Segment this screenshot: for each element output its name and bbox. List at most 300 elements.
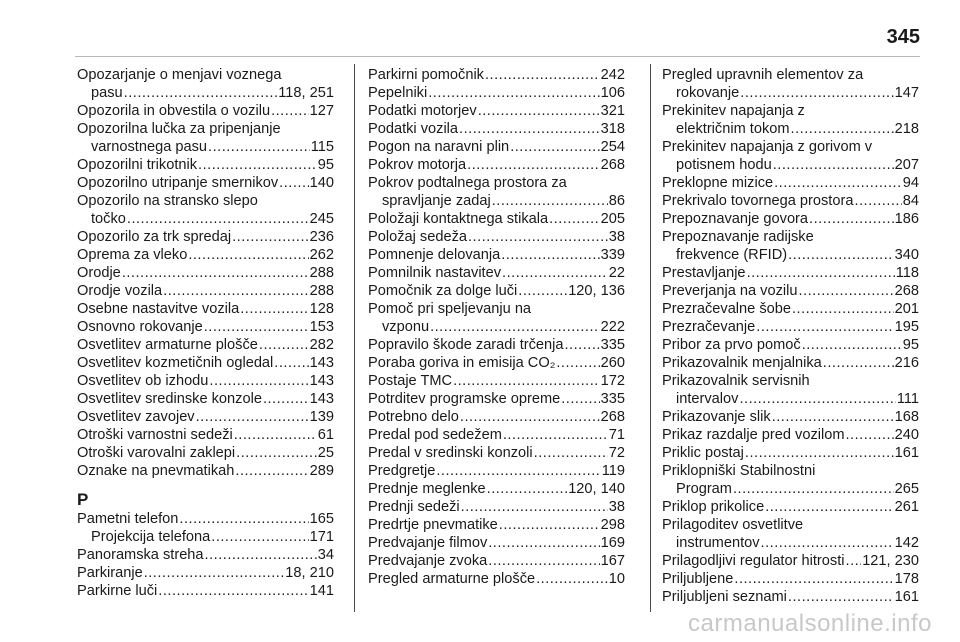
- index-entry-line: [368, 552, 625, 570]
- dot-leader: [765, 498, 893, 516]
- column-divider-1: [354, 64, 355, 612]
- index-entry-line: [662, 444, 919, 462]
- dot-leader: [460, 408, 600, 426]
- dot-leader: [846, 426, 894, 444]
- index-entry: [662, 426, 919, 444]
- index-term: Prednje meglenke: [368, 481, 486, 497]
- index-entry: [662, 516, 919, 552]
- page-reference[interactable]: 261: [894, 499, 919, 515]
- index-entry-line: [662, 426, 919, 444]
- index-entry: [368, 498, 625, 516]
- dot-leader: [740, 84, 893, 102]
- page-reference[interactable]: 22: [608, 265, 625, 281]
- page-reference[interactable]: 245: [309, 211, 334, 227]
- page-reference[interactable]: 120, 140: [568, 481, 625, 497]
- index-entry-line: [77, 372, 334, 390]
- index-entry-line: [368, 264, 625, 282]
- index-term: Osebne nastavitve vozila: [77, 301, 240, 317]
- index-entry: [662, 300, 919, 318]
- index-term: Pregled upravnih elementov za: [662, 67, 864, 83]
- page-reference[interactable]: 201: [894, 301, 919, 317]
- index-entry: [662, 210, 919, 228]
- index-term: Predal v sredinski konzoli: [368, 445, 533, 461]
- dot-leader: [163, 282, 308, 300]
- page-reference[interactable]: 335: [600, 391, 625, 407]
- index-entry: [368, 66, 625, 84]
- dot-leader: [739, 390, 895, 408]
- index-term: Prednji sedeži: [368, 499, 460, 515]
- index-entry-line: [77, 210, 334, 228]
- dot-leader: [179, 510, 308, 528]
- page-reference[interactable]: 34: [317, 547, 334, 563]
- index-term: pasu: [91, 85, 123, 101]
- dot-leader: [791, 120, 894, 138]
- page-reference[interactable]: 161: [894, 589, 919, 605]
- index-term: Prikazovalnik menjalnika: [662, 355, 822, 371]
- page-reference[interactable]: 168: [894, 409, 919, 425]
- page-reference[interactable]: 121, 230: [862, 553, 919, 569]
- page-reference[interactable]: 260: [600, 355, 625, 371]
- index-term: Prekrivalo tovornega prostora: [662, 193, 854, 209]
- page-reference[interactable]: 236: [309, 229, 334, 245]
- index-term: Osvetlitev sredinske konzole: [77, 391, 262, 407]
- index-entry-line: [77, 510, 334, 528]
- index-term: Potrebno delo: [368, 409, 459, 425]
- index-term: Priljubljene: [662, 571, 734, 587]
- index-entry: [77, 66, 334, 102]
- page-reference[interactable]: 268: [600, 409, 625, 425]
- index-term: Osvetlitev kozmetičnih ogledal: [77, 355, 274, 371]
- index-entry: [662, 336, 919, 354]
- page-reference[interactable]: 240: [894, 427, 919, 443]
- index-entry-line: [368, 444, 625, 462]
- index-term: Orodje vozila: [77, 283, 163, 299]
- page-reference[interactable]: 141: [309, 583, 334, 599]
- dot-leader: [756, 318, 893, 336]
- page-reference[interactable]: 118, 251: [278, 85, 334, 101]
- index-entry-line: [662, 480, 919, 498]
- page-reference[interactable]: 222: [600, 319, 625, 335]
- index-entry-line: [77, 528, 334, 546]
- index-entry: [77, 528, 334, 546]
- index-entry-line: [368, 372, 625, 390]
- index-entry-line: [662, 588, 919, 606]
- index-term: Prekinitev napajanja z gorivom v: [662, 139, 873, 155]
- index-term: Predrtje pnevmatike: [368, 517, 498, 533]
- index-term: Poraba goriva in emisija CO₂: [368, 355, 556, 371]
- index-term: Parkiranje: [77, 565, 143, 581]
- index-entry-line: [662, 372, 919, 390]
- dot-leader: [485, 66, 600, 84]
- index-entry: [662, 138, 919, 174]
- page-reference[interactable]: 254: [600, 139, 625, 155]
- index-entry-line: [77, 582, 334, 600]
- page-reference[interactable]: 340: [894, 247, 919, 263]
- index-entry-line: [662, 354, 919, 372]
- page-reference[interactable]: 38: [608, 499, 625, 515]
- index-term: točko: [91, 211, 126, 227]
- index-entry-line: [368, 570, 625, 588]
- page-reference[interactable]: 288: [309, 265, 334, 281]
- page-reference[interactable]: 262: [309, 247, 334, 263]
- index-entry-line: [662, 174, 919, 192]
- index-entry: [77, 336, 334, 354]
- page-reference[interactable]: 118: [895, 265, 919, 281]
- index-term: Prekinitev napajanja z: [662, 103, 805, 119]
- index-entry: [368, 408, 625, 426]
- index-entry: [77, 102, 334, 120]
- index-entry-line: [368, 210, 625, 228]
- page-reference[interactable]: 61: [317, 427, 334, 443]
- page-reference[interactable]: 172: [600, 373, 625, 389]
- index-entry-line: [77, 546, 334, 564]
- dot-leader: [565, 336, 600, 354]
- index-entry-line: [77, 336, 334, 354]
- index-entry-line: [368, 336, 625, 354]
- index-entry: [77, 510, 334, 528]
- index-entry-line: [662, 156, 919, 174]
- index-term: Projekcija telefona: [91, 529, 211, 545]
- page-reference[interactable]: 142: [894, 535, 919, 551]
- index-entry-line: [662, 318, 919, 336]
- page-reference[interactable]: 335: [600, 337, 625, 353]
- page-reference[interactable]: 143: [309, 391, 334, 407]
- index-entry-line: [77, 354, 334, 372]
- index-term: vzponu: [382, 319, 430, 335]
- index-term: Opozorilna lučka za pripenjanje: [77, 121, 281, 137]
- page-reference[interactable]: 195: [894, 319, 919, 335]
- index-term: Podatki motorjev: [368, 103, 477, 119]
- dot-leader: [487, 480, 568, 498]
- dot-leader: [127, 210, 309, 228]
- dot-leader: [798, 282, 893, 300]
- dot-leader: [158, 582, 308, 600]
- index-term: Pokrov motorja: [368, 157, 467, 173]
- index-term: Predvajanje filmov: [368, 535, 488, 551]
- index-entry: [662, 174, 919, 192]
- index-term: Položaj sedeža: [368, 229, 467, 245]
- index-entry: [368, 516, 625, 534]
- page-reference[interactable]: 120, 136: [568, 283, 625, 299]
- index-term: Pomoč pri speljevanju na: [368, 301, 532, 317]
- index-entry-line: [368, 120, 625, 138]
- dot-leader: [846, 552, 862, 570]
- page-reference[interactable]: 153: [309, 319, 334, 335]
- dot-leader: [144, 564, 285, 582]
- dot-leader: [271, 102, 309, 120]
- index-entry-line: [77, 102, 334, 120]
- dot-leader: [772, 408, 894, 426]
- index-entry-line: [77, 264, 334, 282]
- index-entry: [662, 354, 919, 372]
- dot-leader: [792, 300, 894, 318]
- dot-leader: [492, 192, 608, 210]
- index-entry-line: [368, 228, 625, 246]
- page-reference[interactable]: 147: [894, 85, 919, 101]
- index-entry: [77, 546, 334, 564]
- page-reference[interactable]: 339: [600, 247, 625, 263]
- index-entry: [662, 192, 919, 210]
- dot-leader: [211, 528, 308, 546]
- index-entry-line: [662, 264, 919, 282]
- index-entry: [662, 102, 919, 138]
- page-reference[interactable]: 205: [600, 211, 625, 227]
- page-reference[interactable]: 171: [309, 529, 334, 545]
- index-term: Opozorilo na stransko slepo: [77, 193, 258, 209]
- index-entry: [77, 372, 334, 390]
- index-entry-line: [368, 498, 625, 516]
- index-entry-line: [368, 246, 625, 264]
- index-term: Panoramska streha: [77, 547, 204, 563]
- index-term: Prezračevalne šobe: [662, 301, 791, 317]
- page-reference[interactable]: 72: [608, 445, 625, 461]
- page-reference[interactable]: 265: [894, 481, 919, 497]
- index-entry-line: [77, 426, 334, 444]
- index-term: Otroški varnostni sedeži: [77, 427, 233, 443]
- dot-leader: [122, 264, 309, 282]
- page-reference[interactable]: 268: [894, 283, 919, 299]
- index-term: Pomnilnik nastavitev: [368, 265, 502, 281]
- index-entry: [77, 282, 334, 300]
- index-entry: [662, 462, 919, 498]
- dot-leader: [501, 246, 599, 264]
- index-entry-line: [368, 390, 625, 408]
- index-term: Položaji kontaktnega stikala: [368, 211, 549, 227]
- page-reference[interactable]: 95: [902, 337, 919, 353]
- index-entry-line: [662, 552, 919, 570]
- index-entry-line: [368, 408, 625, 426]
- index-term: Opozorilo za trk spredaj: [77, 229, 232, 245]
- page-reference[interactable]: 143: [309, 373, 334, 389]
- index-term: Prepoznavanje radijske: [662, 229, 814, 245]
- page-reference[interactable]: 143: [309, 355, 334, 371]
- page-reference[interactable]: 268: [600, 157, 625, 173]
- dot-leader: [488, 534, 599, 552]
- dot-leader: [459, 120, 600, 138]
- index-entry-line: [368, 102, 625, 120]
- page-reference[interactable]: 242: [600, 67, 625, 83]
- page-reference[interactable]: 282: [309, 337, 334, 353]
- page-reference[interactable]: 321: [600, 103, 625, 119]
- index-term: potisnem hodu: [676, 157, 772, 173]
- dot-leader: [263, 390, 309, 408]
- dot-leader: [468, 228, 608, 246]
- index-entry-line: [662, 120, 919, 138]
- index-entry-line: [368, 84, 625, 102]
- index-entry-line: [662, 210, 919, 228]
- index-entry-line: [77, 84, 334, 102]
- index-term: Pepelniki: [368, 85, 428, 101]
- dot-leader: [499, 516, 600, 534]
- index-entry: [662, 372, 919, 408]
- page-reference[interactable]: 167: [600, 553, 625, 569]
- index-entry-line: [662, 390, 919, 408]
- index-entry-line: [662, 408, 919, 426]
- page-reference[interactable]: 127: [309, 103, 334, 119]
- dot-leader: [823, 354, 894, 372]
- page-reference[interactable]: 140: [309, 175, 334, 191]
- page-reference[interactable]: 25: [317, 445, 334, 461]
- index-term: Opozorilno utripanje smernikov: [77, 175, 279, 191]
- index-entry-line: [662, 66, 919, 84]
- index-term: rokovanje: [676, 85, 740, 101]
- index-entry-line: [662, 102, 919, 120]
- index-entry-line: [368, 282, 625, 300]
- index-term: Oznake na pnevmatikah: [77, 463, 235, 479]
- page-reference[interactable]: 207: [894, 157, 919, 173]
- index-entry: [77, 264, 334, 282]
- index-entry-line: [662, 498, 919, 516]
- index-term: Opozarjanje o menjavi voznega: [77, 67, 282, 83]
- index-column-1: [77, 66, 334, 600]
- index-term: Prikazovanje slik: [662, 409, 771, 425]
- index-entry-line: [368, 318, 625, 336]
- page-reference[interactable]: 84: [902, 193, 919, 209]
- dot-leader: [430, 318, 600, 336]
- page-reference[interactable]: 95: [317, 157, 334, 173]
- index-entry: [368, 552, 625, 570]
- page-reference[interactable]: 216: [894, 355, 919, 371]
- index-entry: [662, 552, 919, 570]
- index-entry: [77, 300, 334, 318]
- dot-leader: [745, 444, 894, 462]
- index-entry-line: [77, 390, 334, 408]
- index-entry: [368, 300, 625, 336]
- page-reference[interactable]: 106: [600, 85, 625, 101]
- index-term: Prepoznavanje govora: [662, 211, 809, 227]
- dot-leader: [488, 552, 599, 570]
- page-reference[interactable]: 289: [309, 463, 334, 479]
- dot-leader: [733, 480, 894, 498]
- index-entry-line: [368, 66, 625, 84]
- index-entry: [368, 444, 625, 462]
- page-reference[interactable]: 115: [310, 139, 334, 155]
- index-term: Popravilo škode zaradi trčenja: [368, 337, 564, 353]
- page-reference[interactable]: 86: [608, 193, 625, 209]
- index-entry-line: [77, 300, 334, 318]
- index-entry: [662, 498, 919, 516]
- page-reference[interactable]: 119: [601, 463, 625, 479]
- index-entry-line: [77, 138, 334, 156]
- index-entry-line: [368, 462, 625, 480]
- page-reference[interactable]: 18, 210: [285, 565, 334, 581]
- dot-leader: [436, 462, 600, 480]
- index-term: Pametni telefon: [77, 511, 179, 527]
- index-entry: [368, 372, 625, 390]
- dot-leader: [198, 156, 317, 174]
- index-entry: [368, 390, 625, 408]
- dot-leader: [561, 390, 599, 408]
- index-term: Prikaz razdalje pred vozilom: [662, 427, 845, 443]
- index-entry: [662, 444, 919, 462]
- index-entry: [368, 138, 625, 156]
- dot-leader: [773, 156, 894, 174]
- page-reference[interactable]: 128: [309, 301, 334, 317]
- index-entry-line: [368, 354, 625, 372]
- dot-leader: [802, 336, 902, 354]
- index-term: Podatki vozila: [368, 121, 459, 137]
- dot-leader: [478, 102, 600, 120]
- index-entry-line: [662, 228, 919, 246]
- page-reference[interactable]: 71: [608, 427, 625, 443]
- index-term: Osvetlitev armaturne plošče: [77, 337, 258, 353]
- dot-leader: [747, 264, 895, 282]
- page-reference[interactable]: 186: [894, 211, 919, 227]
- page-reference[interactable]: 318: [600, 121, 625, 137]
- index-entry: [662, 318, 919, 336]
- page-reference[interactable]: 38: [608, 229, 625, 245]
- index-entry-line: [77, 174, 334, 192]
- index-entry-line: [662, 570, 919, 588]
- page-reference[interactable]: 288: [309, 283, 334, 299]
- page-reference[interactable]: 94: [902, 175, 919, 191]
- dot-leader: [510, 138, 599, 156]
- index-term: intervalov: [676, 391, 739, 407]
- dot-leader: [208, 138, 310, 156]
- index-entry: [368, 120, 625, 138]
- index-entry: [662, 228, 919, 264]
- index-term: Pomnenje delovanja: [368, 247, 501, 263]
- index-term: Prezračevanje: [662, 319, 756, 335]
- index-term: Priljubljeni seznami: [662, 589, 787, 605]
- page-reference[interactable]: 111: [896, 391, 919, 407]
- page-reference[interactable]: 298: [600, 517, 625, 533]
- index-term: električnim tokom: [676, 121, 790, 137]
- dot-leader: [536, 570, 608, 588]
- dot-leader: [854, 192, 901, 210]
- index-term: Osnovno rokovanje: [77, 319, 203, 335]
- index-term: Pogon na naravni plin: [368, 139, 510, 155]
- index-column-3: [662, 66, 919, 606]
- index-entry: [77, 582, 334, 600]
- index-entry-line: [368, 426, 625, 444]
- index-entry: [368, 156, 625, 174]
- page-reference[interactable]: 165: [309, 511, 334, 527]
- index-entry-line: [662, 336, 919, 354]
- index-column-2: [368, 66, 625, 588]
- index-term: Priklic postaj: [662, 445, 744, 461]
- index-term: Potrditev programske opreme: [368, 391, 561, 407]
- index-term: instrumentov: [676, 535, 760, 551]
- dot-leader: [503, 426, 608, 444]
- index-entry-line: [368, 534, 625, 552]
- header-rule: [75, 56, 920, 57]
- index-term: Pribor za prvo pomoč: [662, 337, 801, 353]
- page-reference[interactable]: 10: [608, 571, 625, 587]
- dot-leader: [774, 174, 902, 192]
- index-entry: [77, 408, 334, 426]
- dot-leader: [232, 228, 309, 246]
- index-entry: [368, 570, 625, 588]
- dot-leader: [534, 444, 608, 462]
- page-reference[interactable]: 169: [600, 535, 625, 551]
- page-reference[interactable]: 161: [894, 445, 919, 461]
- index-term: Prestavljanje: [662, 265, 746, 281]
- index-entry: [368, 426, 625, 444]
- page-reference[interactable]: 178: [894, 571, 919, 587]
- dot-leader: [453, 372, 600, 390]
- page-reference[interactable]: 139: [309, 409, 334, 425]
- page-reference[interactable]: 218: [894, 121, 919, 137]
- index-entry-line: [662, 138, 919, 156]
- index-entry: [77, 120, 334, 156]
- index-entry-line: [368, 138, 625, 156]
- index-term: Preverjanja na vozilu: [662, 283, 798, 299]
- index-entry: [368, 102, 625, 120]
- index-entry-line: [368, 516, 625, 534]
- index-term: frekvence (RFID): [676, 247, 788, 263]
- index-entry: [368, 534, 625, 552]
